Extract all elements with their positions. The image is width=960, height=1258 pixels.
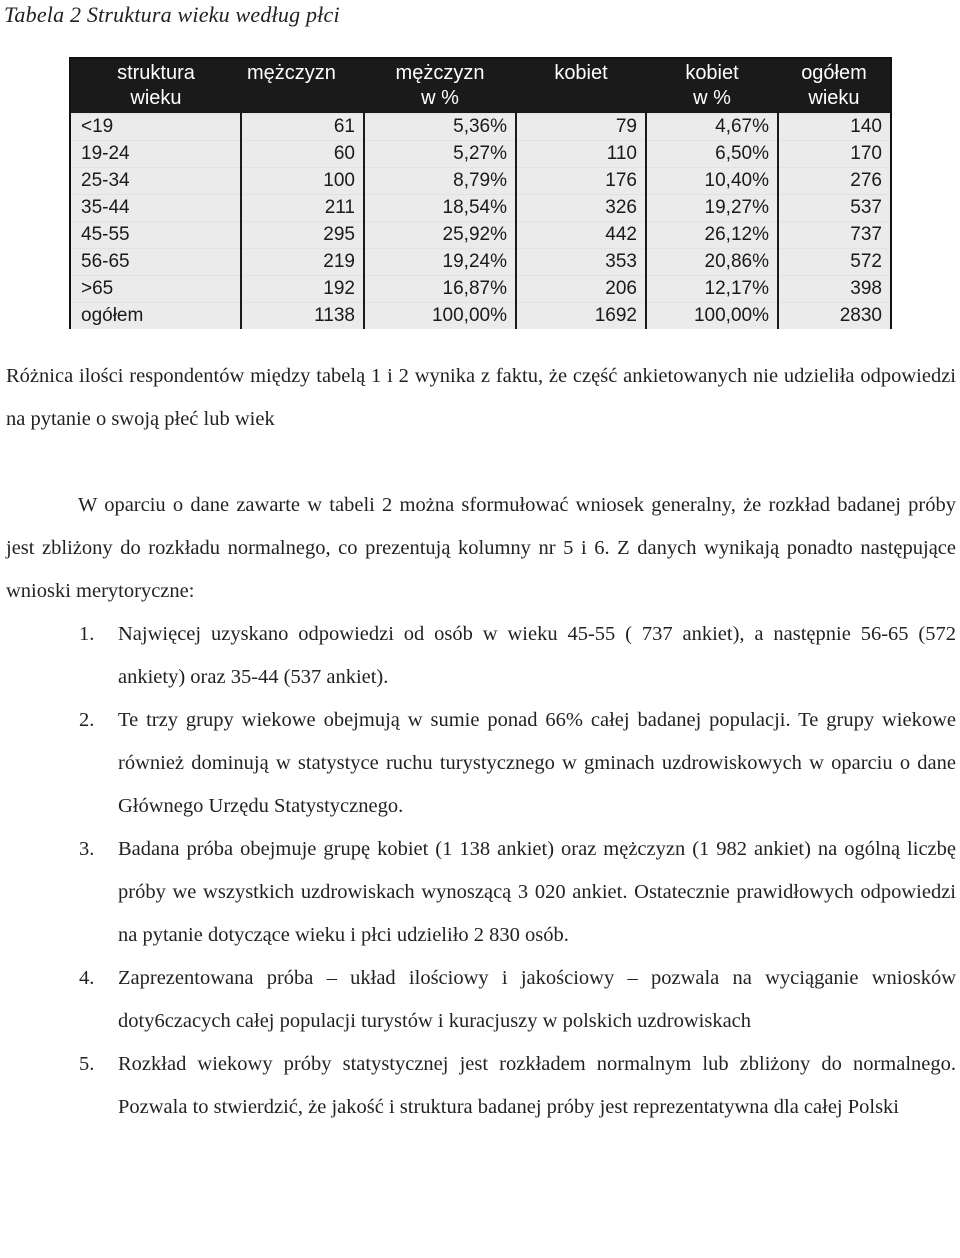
header-women: kobiet xyxy=(516,59,646,114)
table-cell: 442 xyxy=(516,222,646,249)
table-cell: 79 xyxy=(516,114,646,141)
row-label: 35-44 xyxy=(71,195,241,222)
conclusion-number: 4. xyxy=(79,967,95,989)
row-label: 56-65 xyxy=(71,249,241,276)
table-cell: 26,12% xyxy=(646,222,778,249)
row-label: 45-55 xyxy=(71,222,241,249)
table-cell: 326 xyxy=(516,195,646,222)
table-cell: 100 xyxy=(241,168,364,195)
table-cell: 6,50% xyxy=(646,141,778,168)
table-header-row xyxy=(71,59,890,114)
conclusion-text: Rozkład wiekowy próby statystycznej jest rozkładem normalnym lub zbliżony do normalnego. Pozwala to stwierdzić, że jakość i struktura badanej próby jest reprezentatywna dla całej Polski xyxy=(118,1053,956,1118)
table-cell: 19,24% xyxy=(364,249,516,276)
table-cell: 211 xyxy=(241,195,364,222)
header-men: mężczyzn xyxy=(241,59,364,114)
table-cell: 100,00% xyxy=(646,303,778,330)
row-label: <19 xyxy=(71,114,241,141)
table-cell: 16,87% xyxy=(364,276,516,303)
table-cell: 140 xyxy=(778,114,890,141)
table-cell: 100,00% xyxy=(364,303,516,330)
table-cell: 20,86% xyxy=(646,249,778,276)
conclusion-text: Badana próba obejmuje grupę kobiet (1 138 ankiet) oraz mężczyzn (1 982 ankiet) na ogólną liczbę próby we wszystkich uzdrowiskach wynoszącą 3 020 ankiet. Ostatecznie prawidłowych odpowiedzi na pytanie dotyczące wieku i płci udzieliło 2 830 osób. xyxy=(118,838,956,946)
intro-paragraph: W oparciu o dane zawarte w tabeli 2 można sformułować wniosek generalny, że rozkład badanej próby jest zbliżony do rozkładu normalnego, co prezentują kolumny nr 5 i 6. Z danych wynikają ponadto następujące wnioski merytoryczne: xyxy=(6,494,956,602)
conclusion-text: Zaprezentowana próba – układ ilościowy i jakościowy – pozwala na wyciąganie wniosków doty6czacych całej populacji turystów i kuracjuszy w polskich uzdrowiskach xyxy=(118,967,956,1032)
table-cell: 4,67% xyxy=(646,114,778,141)
age-structure-table xyxy=(71,59,890,329)
conclusion-item xyxy=(0,699,956,828)
table-row xyxy=(71,276,890,303)
table-row xyxy=(71,168,890,195)
table-cell: 398 xyxy=(778,276,890,303)
table-cell: 353 xyxy=(516,249,646,276)
table-cell: 19,27% xyxy=(646,195,778,222)
table-cell: 206 xyxy=(516,276,646,303)
conclusion-number: 1. xyxy=(79,623,95,645)
row-label: 19-24 xyxy=(71,141,241,168)
conclusion-text: Najwięcej uzyskano odpowiedzi od osób w wieku 45-55 ( 737 ankiet), a następnie 56-65 (572 ankiety) oraz 35-44 (537 ankiet). xyxy=(118,623,956,688)
table-cell: 61 xyxy=(241,114,364,141)
conclusions-list xyxy=(0,613,956,1129)
table-cell: 110 xyxy=(516,141,646,168)
table-cell: 1692 xyxy=(516,303,646,330)
conclusion-number: 5. xyxy=(79,1053,95,1075)
table-cell: 5,27% xyxy=(364,141,516,168)
table-row xyxy=(71,114,890,141)
row-label: 25-34 xyxy=(71,168,241,195)
row-label: ogółem xyxy=(71,303,241,330)
table-cell: 176 xyxy=(516,168,646,195)
conclusion-number: 2. xyxy=(79,709,95,731)
table-cell: 12,17% xyxy=(646,276,778,303)
table-row xyxy=(71,303,890,330)
table-cell: 276 xyxy=(778,168,890,195)
table-row xyxy=(71,141,890,168)
table-cell: 5,36% xyxy=(364,114,516,141)
table-cell: 60 xyxy=(241,141,364,168)
header-men-pct: mężczyzn w % xyxy=(364,59,516,114)
table-cell: 170 xyxy=(778,141,890,168)
conclusion-item xyxy=(0,1043,956,1129)
table-cell: 295 xyxy=(241,222,364,249)
conclusion-number: 3. xyxy=(79,838,95,860)
table-cell: 18,54% xyxy=(364,195,516,222)
table-cell: 192 xyxy=(241,276,364,303)
table-row xyxy=(71,249,890,276)
conclusion-text: Te trzy grupy wiekowe obejmują w sumie ponad 66% całej badanej populacji. Te grupy wiekowe również dominują w statystyce ruchu turystycznego w gminach uzdrowiskowych w oparciu o dane Głównego Urzędu Statystycznego. xyxy=(118,709,956,817)
table-cell: 572 xyxy=(778,249,890,276)
table-cell: 537 xyxy=(778,195,890,222)
table-cell: 2830 xyxy=(778,303,890,330)
table-cell: 25,92% xyxy=(364,222,516,249)
row-label: >65 xyxy=(71,276,241,303)
conclusion-item xyxy=(0,957,956,1043)
header-women-pct: kobiet w % xyxy=(646,59,778,114)
table-cell: 1138 xyxy=(241,303,364,330)
table-caption: Tabela 2 Struktura wieku według płci xyxy=(4,2,340,27)
table-cell: 10,40% xyxy=(646,168,778,195)
table-cell: 219 xyxy=(241,249,364,276)
age-structure-table-frame xyxy=(69,57,892,329)
header-total: ogółem wieku xyxy=(778,59,890,114)
conclusion-item xyxy=(0,613,956,699)
table-cell: 737 xyxy=(778,222,890,249)
header-age: struktura wieku xyxy=(71,59,241,114)
table-row xyxy=(71,195,890,222)
table-cell: 8,79% xyxy=(364,168,516,195)
note-paragraph: Różnica ilości respondentów między tabelą 1 i 2 wynika z faktu, że część ankietowanych nie udzieliła odpowiedzi na pytanie o swoją płeć lub wiek xyxy=(6,365,956,430)
table-row xyxy=(71,222,890,249)
conclusion-item xyxy=(0,828,956,957)
